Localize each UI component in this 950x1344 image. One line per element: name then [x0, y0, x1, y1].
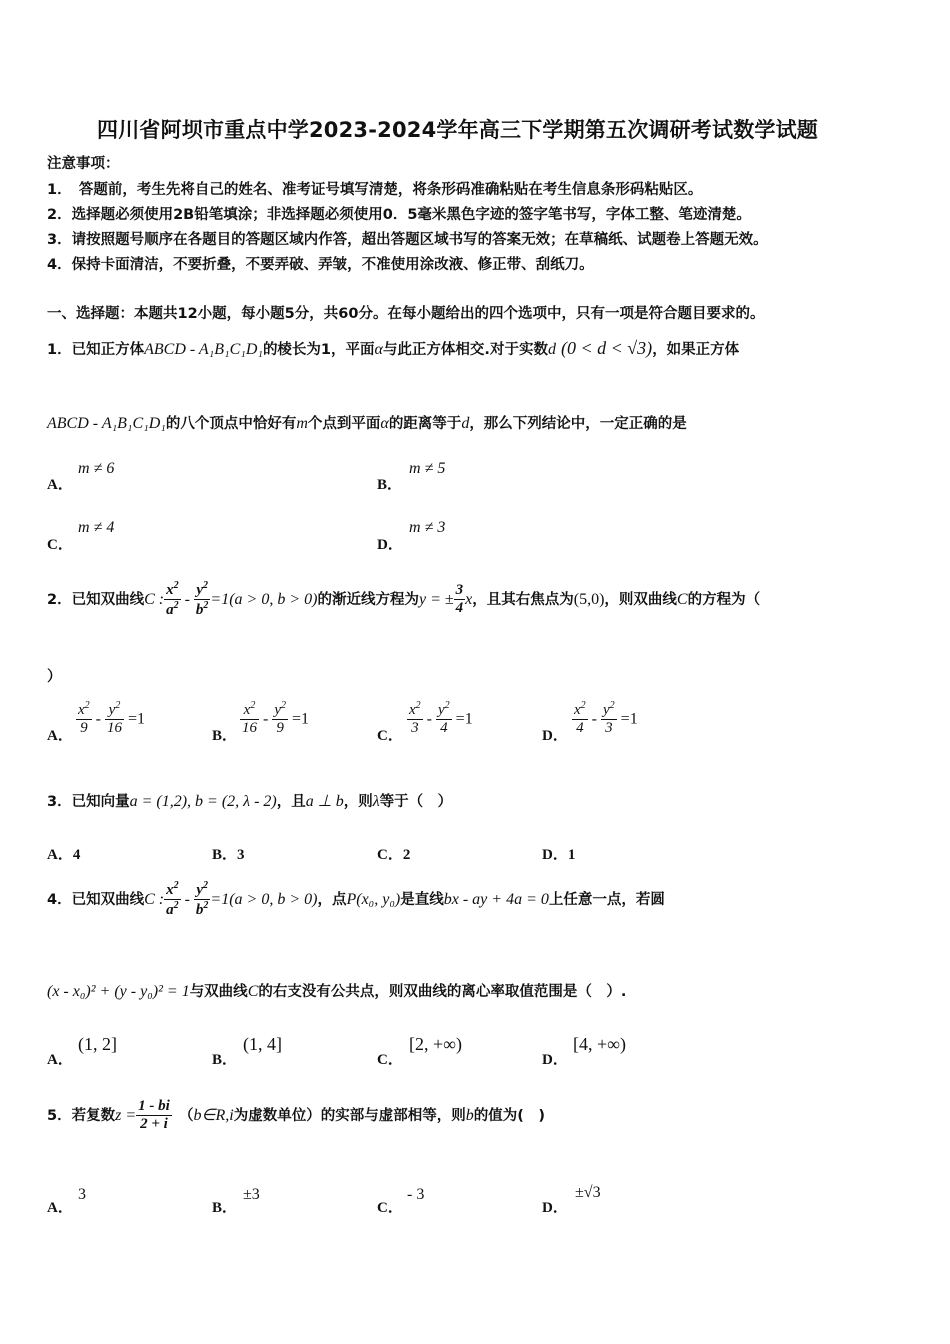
- q5-option-d-math: ±√3: [575, 1184, 601, 1201]
- q3-perp: a ⊥ b: [305, 793, 344, 810]
- section-heading: 一、选择题：本题共12小题，每小题5分，共60分。在每小题给出的四个选项中，只有一项是符合题目要求的。: [47, 306, 765, 322]
- q5-option-c-math: - 3: [407, 1186, 425, 1203]
- question-1-line-2: [47, 412, 687, 433]
- q4-point: P(x₀, y₀): [346, 890, 401, 908]
- q2-option-d-label: D．: [542, 728, 568, 744]
- q2-asymptote-fraction: [454, 582, 466, 618]
- q2-c-den2: 4: [440, 720, 448, 737]
- q5-cond: b∈R,i: [193, 1106, 234, 1124]
- q2-option-c-math: $\frac{x^2}{3}$ - $\frac{y^2}{4}$ =1: [409, 700, 473, 737]
- q4-fraction: $\frac{x^2}{a^2}$: [166, 880, 179, 919]
- q4-text: 4．已知双曲线: [47, 891, 145, 908]
- question-2-line-1: 2．已知双曲线C : $\frac{x^2}{a^2}$ - $\frac{y^2}{b^2}$ =1(a > 0, b > 0)的渐近线方程为y = ± $\frac{3}{4}$ x，且其右焦点为(5,0)，则双曲线C的方程为（: [47, 580, 761, 619]
- q1-option-b-label: B．: [377, 477, 403, 493]
- q2-close-paren: ）: [47, 669, 62, 685]
- q1-text: 的距离等于: [388, 416, 462, 432]
- q5-z: z =: [115, 1106, 137, 1124]
- q1-m-math: m: [296, 415, 308, 432]
- q1-option-c-label: C．: [47, 537, 73, 553]
- q5-denominator: 2 + i: [140, 1116, 168, 1133]
- q4-fraction: $\frac{y^2}{b^2}$: [195, 880, 209, 919]
- q4-curve-math: C :: [144, 890, 165, 908]
- q1-d-math: d: [547, 341, 556, 358]
- q3-text: 3．已知向量: [47, 794, 130, 810]
- notice-heading: 注意事项：: [47, 156, 120, 172]
- q1-option-d-math: m ≠ 3: [409, 519, 446, 536]
- q5-text: 的值为( ): [473, 1107, 545, 1124]
- q5-option-a-math: 3: [78, 1186, 86, 1203]
- q1-text: 个点到平面: [307, 416, 381, 432]
- q3-text: 等于（ ）: [379, 794, 453, 810]
- q1-cube-math: ABCD - A₁B₁C₁D₁: [144, 341, 263, 358]
- q1-option-b-math: m ≠ 5: [409, 460, 446, 477]
- notice-item-3: 3．请按照题号顺序在各题目的答题区域内作答，超出答题区域书写的答案无效；在草稿纸、试题卷上答题无效。: [47, 232, 768, 248]
- q2-a-den2: 16: [107, 720, 122, 737]
- question-3: [47, 790, 452, 811]
- q2-text: ，则双曲线: [604, 591, 677, 608]
- q5-option-a-label: A．: [47, 1200, 73, 1216]
- page-title: 四川省阿坝市重点中学2023-2024学年高三下学期第五次调研考试数学试题: [97, 118, 819, 142]
- q3-option-b: B．3: [212, 847, 245, 863]
- q1-option-c-math: m ≠ 4: [78, 519, 115, 536]
- q2-option-a-math: $\frac{x^2}{9}$ - $\frac{y^2}{16}$ =1: [78, 700, 146, 737]
- q5-option-c-label: C．: [377, 1200, 403, 1216]
- q3-option-a: A．4: [47, 847, 81, 863]
- q4-text: 与双曲线: [189, 984, 248, 1000]
- q5-option-b-math: ±3: [243, 1186, 260, 1203]
- q1-text: ，那么下列结论中，一定正确的是: [469, 416, 687, 432]
- q2-b-den: 16: [242, 720, 257, 737]
- notice-item-2: 2．选择题必须使用2B铅笔填涂；非选择题必须使用0．5毫米黑色字迹的签字笔书写，字体工整、笔迹清楚。: [47, 207, 751, 223]
- q1-alpha-math: α: [374, 341, 383, 358]
- q1-d-math: d: [461, 415, 470, 432]
- q5-option-d-label: D．: [542, 1200, 568, 1216]
- q4-option-d-label: D．: [542, 1052, 568, 1068]
- q4-line: bx - ay + 4a = 0: [443, 890, 549, 908]
- q2-curve-math: C :: [144, 590, 165, 608]
- q2-c: C: [676, 590, 688, 608]
- q4-text: 是直线: [400, 891, 444, 908]
- q1-text: 与此正方体相交.对于实数: [382, 342, 548, 358]
- q2-option-d-math: $\frac{x^2}{4}$ - $\frac{y^2}{3}$ =1: [574, 700, 638, 737]
- q2-asymptote-x: x: [465, 590, 473, 608]
- q1-text: 的棱长为1，平面: [262, 342, 375, 358]
- question-1-line-1: [47, 338, 739, 359]
- q3-lambda: λ: [372, 793, 380, 810]
- q4-option-d-math: [4, +∞): [573, 1034, 626, 1054]
- q4-option-c-label: C．: [377, 1052, 403, 1068]
- q2-asym-num: 3: [454, 582, 466, 600]
- q1-option-a-math: m ≠ 6: [78, 460, 115, 477]
- q5-text: （: [186, 1107, 194, 1124]
- q2-text: 2．已知双曲线: [47, 591, 145, 608]
- q1-option-a-label: A．: [47, 477, 73, 493]
- q2-curve-cond: =1(a > 0, b > 0): [210, 590, 318, 608]
- q2-fraction: $\frac{x^2}{a^2}$: [166, 580, 179, 619]
- q2-text: 的渐近线方程为: [317, 591, 419, 608]
- q1-text: ，如果正方体: [652, 342, 740, 358]
- q4-option-b-math: (1, 4]: [243, 1034, 282, 1054]
- q3-text: ，则: [343, 794, 373, 810]
- q2-d-den: 4: [576, 720, 584, 737]
- question-4-line-2: [47, 980, 626, 1001]
- q4-c: C: [247, 983, 259, 1000]
- q5-text: 为虚数单位）的实部与虚部相等，则: [233, 1107, 466, 1124]
- question-4-line-1: 4．已知双曲线C : $\frac{x^2}{a^2}$ - $\frac{y^2}{b^2}$ =1(a > 0, b > 0)，点P(x₀, y₀)是直线bx - ay + 4a = 0上任意一点，若圆: [47, 880, 665, 919]
- q4-option-a-label: A．: [47, 1052, 73, 1068]
- q2-b-den2: 9: [276, 720, 284, 737]
- q4-text: ，点: [317, 891, 347, 908]
- q2-a-den: 9: [80, 720, 88, 737]
- q2-asym-den: 4: [455, 600, 464, 617]
- q2-fraction: $\frac{y^2}{b^2}$: [195, 580, 209, 619]
- q2-option-c-label: C．: [377, 728, 403, 744]
- notice-item-1: 1． 答题前，考生先将自己的姓名、准考证号填写清楚，将条形码准确粘贴在考生信息条形码粘贴区。: [47, 182, 703, 198]
- q4-circle: (x - x₀)² + (y - y₀)² = 1: [47, 983, 190, 1000]
- q2-option-b-label: B．: [212, 728, 238, 744]
- q3-text: ，且: [276, 794, 306, 810]
- q4-text: 上任意一点，若圆: [548, 891, 665, 908]
- q1-text: 1．已知正方体: [47, 342, 145, 358]
- q2-d-den2: 3: [605, 720, 613, 737]
- q3-option-d: D．1: [542, 847, 576, 863]
- q5-b: b: [465, 1106, 474, 1124]
- q5-text: 5．若复数: [47, 1107, 116, 1124]
- q2-option-a-label: A．: [47, 728, 73, 744]
- q2-c-den: 3: [411, 720, 419, 737]
- q2-text: ，且其右焦点为: [472, 591, 574, 608]
- q5-option-b-label: B．: [212, 1200, 238, 1216]
- q4-option-a-math: (1, 2]: [78, 1034, 117, 1054]
- q2-focus: (5,0): [573, 590, 605, 608]
- q3-option-c: C．2: [377, 847, 411, 863]
- q1-alpha-math: α: [380, 415, 389, 432]
- q5-numerator: 1 - bi: [136, 1098, 172, 1116]
- q2-asymptote: y = ±: [418, 590, 454, 608]
- q4-text: 的右支没有公共点，则双曲线的离心率取值范围是（ ）.: [258, 984, 627, 1000]
- q1-range-math: (0 < d < √3): [561, 338, 653, 358]
- q1-option-d-label: D．: [377, 537, 403, 553]
- question-5: [47, 1098, 545, 1134]
- q2-text: 的方程为（: [687, 591, 761, 608]
- q1-text: 的八个顶点中恰好有: [165, 416, 297, 432]
- q4-curve-cond: =1(a > 0, b > 0): [210, 890, 318, 908]
- notice-item-4: 4．保持卡面清洁，不要折叠，不要弄破、弄皱，不准使用涂改液、修正带、刮纸刀。: [47, 257, 594, 273]
- q4-option-b-label: B．: [212, 1052, 238, 1068]
- q2-option-b-math: $\frac{x^2}{16}$ - $\frac{y^2}{9}$ =1: [242, 700, 310, 737]
- q4-option-c-math: [2, +∞): [409, 1034, 462, 1054]
- q3-vectors: a = (1,2), b = (2, λ - 2): [129, 793, 277, 810]
- q5-fraction: [136, 1098, 172, 1134]
- q1-cube-math: ABCD - A₁B₁C₁D₁: [47, 415, 166, 432]
